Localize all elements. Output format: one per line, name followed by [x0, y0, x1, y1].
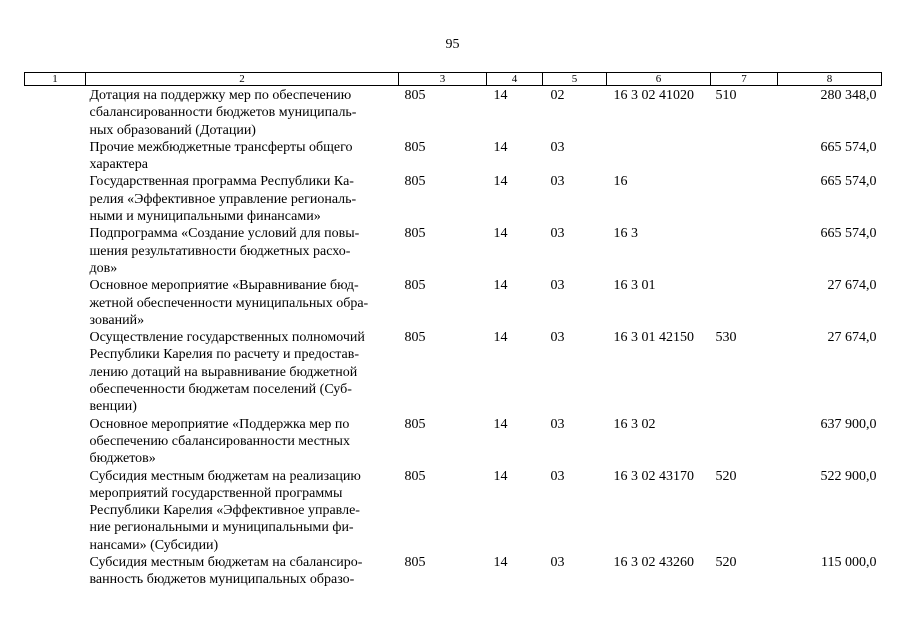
row-number-cell [25, 86, 86, 139]
description-line: обеспеченности бюджетам поселений (Суб- [89, 382, 352, 398]
table-row [25, 468, 882, 554]
description-line: Основное мероприятие «Поддержка мер по [89, 416, 350, 432]
description-line: нансами» (Субсидии) [89, 537, 219, 553]
row-number-cell [25, 468, 86, 554]
section-cell: 14 [493, 330, 508, 346]
target-article-cell: 16 3 02 43170 [613, 468, 694, 484]
description-line: лению дотаций на выравнивание бюджетной [89, 364, 358, 380]
column-header-3: 3 [399, 73, 487, 86]
budget-table [24, 72, 882, 589]
amount-cell: 665 574,0 [820, 226, 877, 242]
row-description [86, 86, 399, 139]
expense-type-cell: 530 [715, 330, 737, 346]
subsection-cell: 03 [550, 139, 565, 155]
admin-code-cell: 805 [404, 468, 426, 484]
expense-type-cell: 520 [715, 468, 737, 484]
table-row [25, 416, 882, 468]
column-header-6: 6 [607, 73, 711, 86]
column-header-5: 5 [543, 73, 607, 86]
subsection-cell: 03 [550, 416, 565, 432]
section-cell: 14 [493, 555, 508, 571]
row-number-cell [25, 225, 86, 277]
description-line: сбалансированности бюджетов муниципаль- [89, 105, 357, 121]
table-row [25, 86, 882, 139]
description-line: Осуществление государственных полномочий [89, 330, 365, 346]
row-number-cell [25, 554, 86, 589]
expense-type-cell: 520 [715, 555, 737, 571]
description-line: Государственная программа Республики Ка- [89, 174, 354, 190]
row-number-cell [25, 173, 86, 225]
row-description [86, 173, 399, 225]
amount-cell: 665 574,0 [820, 174, 877, 190]
description-line: ными и муниципальными финансами» [89, 209, 321, 225]
row-description [86, 139, 399, 174]
subsection-cell: 03 [550, 555, 565, 571]
page-number: 95 [445, 37, 460, 52]
admin-code-cell: 805 [404, 88, 426, 103]
description-line: Республики Карелия «Эффективное управле- [89, 503, 360, 519]
expense-type-cell [711, 277, 778, 329]
description-line: бюджетов» [89, 451, 156, 467]
table-header-row [25, 73, 882, 86]
expense-type-cell [711, 225, 778, 277]
column-header-4: 4 [487, 73, 543, 86]
section-cell: 14 [493, 174, 508, 190]
subsection-cell: 03 [550, 278, 565, 294]
table-row [25, 554, 882, 589]
description-line: ванность бюджетов муниципальных образо- [89, 572, 355, 588]
admin-code-cell: 805 [404, 174, 426, 190]
row-number-cell [25, 139, 86, 174]
description-line: мероприятий государственной программы [89, 485, 343, 501]
description-line: венции) [89, 399, 137, 415]
description-line: характера [89, 157, 148, 173]
description-line: жетной обеспеченности муниципальных обра- [89, 295, 369, 311]
amount-cell: 522 900,0 [820, 468, 877, 484]
expense-type-cell [711, 173, 778, 225]
subsection-cell: 03 [550, 174, 565, 190]
row-description [86, 468, 399, 554]
column-header-2: 2 [86, 73, 399, 86]
section-cell: 14 [493, 226, 508, 242]
admin-code-cell: 805 [404, 226, 426, 242]
amount-cell: 637 900,0 [820, 416, 877, 432]
amount-cell: 665 574,0 [820, 139, 877, 155]
description-line: Субсидия местным бюджетам на сбалансиро- [89, 555, 363, 571]
description-line: обеспечению сбалансированности местных [89, 433, 350, 449]
target-article-cell: 16 3 01 [613, 278, 656, 294]
row-number-cell [25, 277, 86, 329]
admin-code-cell: 805 [404, 278, 426, 294]
row-description [86, 329, 399, 415]
column-header-8: 8 [778, 73, 882, 86]
target-article-cell: 16 3 02 43260 [613, 555, 694, 571]
description-line: ных образований (Дотации) [89, 122, 256, 138]
target-article-cell: 16 3 02 [613, 416, 656, 432]
subsection-cell: 03 [550, 468, 565, 484]
description-line: релия «Эффективное управление региональ- [89, 191, 357, 207]
admin-code-cell: 805 [404, 555, 426, 571]
section-cell: 14 [493, 139, 508, 155]
target-article-cell: 16 3 [613, 226, 638, 242]
amount-cell: 27 674,0 [827, 330, 877, 346]
subsection-cell: 03 [550, 226, 565, 242]
amount-cell: 280 348,0 [820, 88, 877, 103]
admin-code-cell: 805 [404, 416, 426, 432]
description-line: дов» [89, 260, 118, 276]
admin-code-cell: 805 [404, 139, 426, 155]
target-article-cell: 16 [613, 174, 628, 190]
description-line: зований» [89, 312, 145, 328]
section-cell: 14 [493, 278, 508, 294]
row-description [86, 416, 399, 468]
table-row [25, 139, 882, 174]
table-row [25, 225, 882, 277]
target-article-cell [607, 139, 711, 174]
row-description [86, 554, 399, 589]
description-line: Подпрограмма «Создание условий для повы- [89, 226, 360, 242]
row-number-cell [25, 416, 86, 468]
subsection-cell: 02 [550, 88, 565, 103]
expense-type-cell: 510 [715, 88, 737, 103]
description-line: Основное мероприятие «Выравнивание бюд- [89, 278, 359, 294]
table-row [25, 329, 882, 415]
row-description [86, 225, 399, 277]
expense-type-cell [711, 416, 778, 468]
row-description [86, 277, 399, 329]
description-line: Прочие межбюджетные трансферты общего [89, 139, 353, 155]
table-row [25, 277, 882, 329]
amount-cell: 115 000,0 [821, 555, 877, 571]
subsection-cell: 03 [550, 330, 565, 346]
expense-type-cell [711, 139, 778, 174]
section-cell: 14 [493, 468, 508, 484]
row-number-cell [25, 329, 86, 415]
target-article-cell: 16 3 02 41020 [613, 88, 694, 103]
table-row [25, 173, 882, 225]
description-line: Субсидия местным бюджетам на реализацию [89, 468, 361, 484]
description-line: ние региональными и муниципальными фи- [89, 520, 354, 536]
section-cell: 14 [493, 88, 508, 103]
description-line: Дотация на поддержку мер по обеспечению [89, 88, 352, 103]
column-header-1: 1 [25, 73, 86, 86]
admin-code-cell: 805 [404, 330, 426, 346]
description-line: Республики Карелия по расчету и предостав- [89, 347, 360, 363]
target-article-cell: 16 3 01 42150 [613, 330, 694, 346]
description-line: шения результативности бюджетных расхо- [89, 243, 351, 259]
section-cell: 14 [493, 416, 508, 432]
table-body [25, 86, 882, 589]
column-header-7: 7 [711, 73, 778, 86]
amount-cell: 27 674,0 [827, 278, 877, 294]
